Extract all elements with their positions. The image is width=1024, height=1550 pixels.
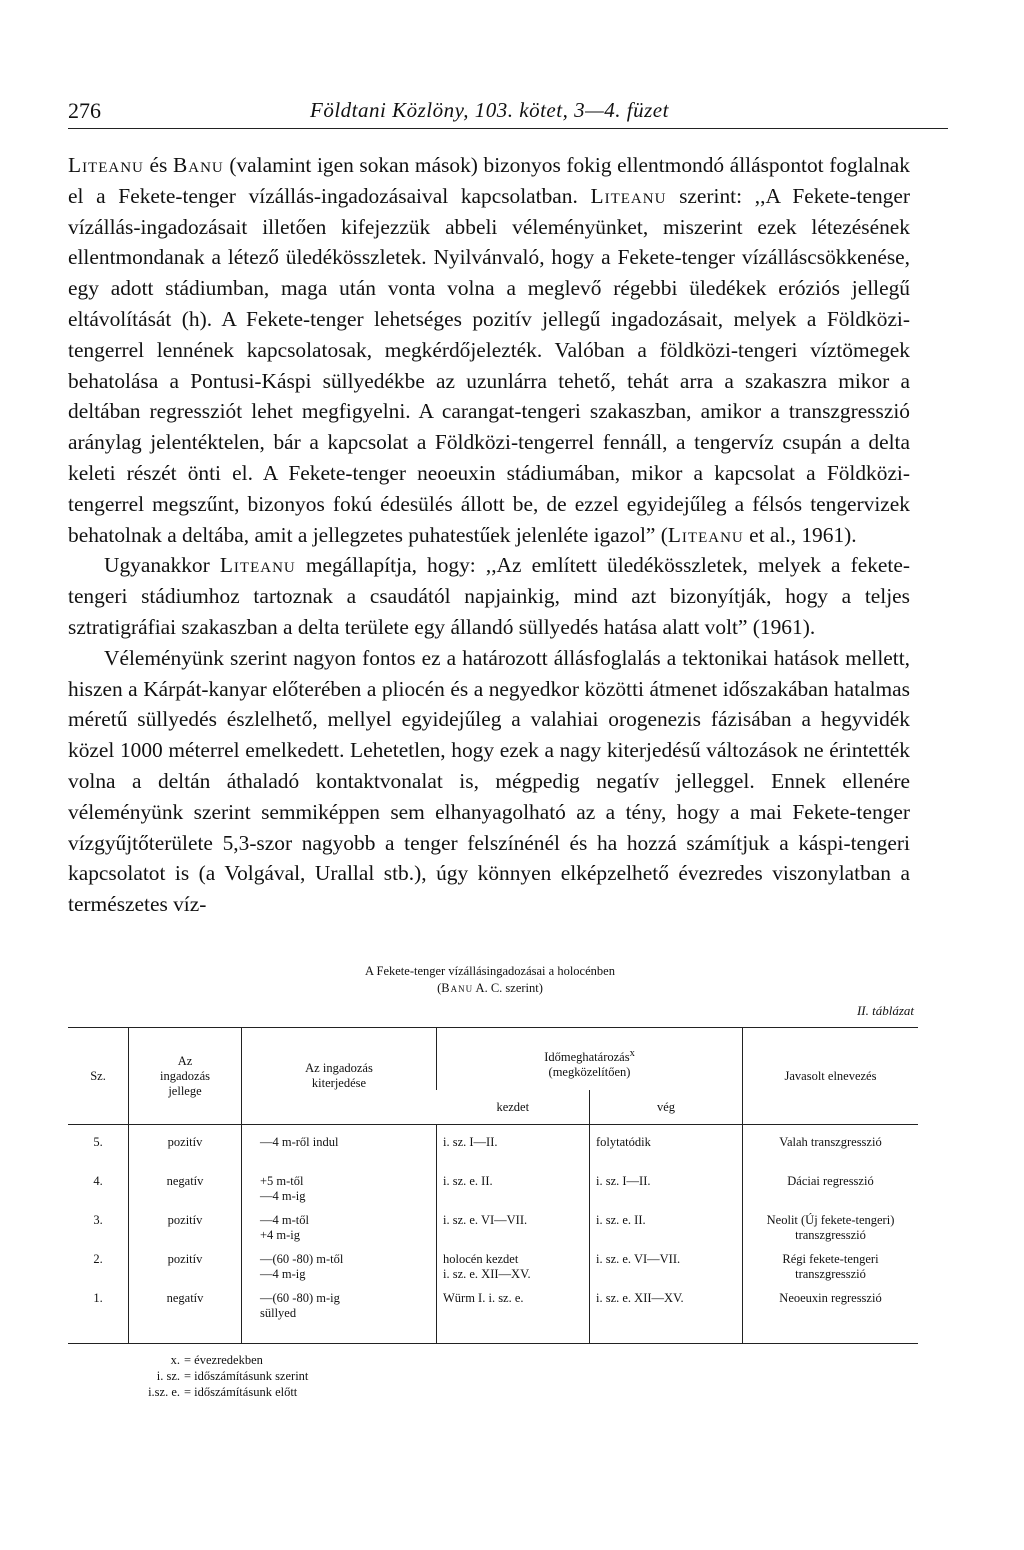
legend-desc: = időszámításunk előtt [184, 1385, 298, 1399]
legend-abbr: x. [170, 1353, 180, 1367]
table-row [68, 1213, 918, 1252]
table-row [68, 1291, 918, 1344]
author-name: Liteanu [667, 522, 744, 547]
text-run: et al., 1961). [743, 522, 857, 547]
author-name: Liteanu [68, 153, 144, 177]
body-text [68, 150, 910, 920]
cell-line: transzgresszió [795, 1267, 866, 1281]
cell-range [242, 1213, 437, 1252]
cell-range [242, 1252, 437, 1291]
header-line: jellege [168, 1083, 202, 1098]
cell-nr: 3. [93, 1213, 103, 1227]
cell-line: süllyed [260, 1306, 297, 1320]
header-line: (megközelítően) [548, 1065, 631, 1080]
cell-line: —4 m-ig [260, 1267, 306, 1281]
table-row [68, 1125, 918, 1175]
header-nr: Sz. [90, 1068, 106, 1083]
cell-line: —4 m-ről indul [260, 1135, 339, 1149]
paragraph-1 [68, 150, 910, 550]
cell-nr: 1. [68, 1291, 129, 1344]
cell-end: i. sz. e. II. [590, 1213, 743, 1252]
legend-desc: = évezredekben [184, 1353, 263, 1367]
cell-type: pozitív [129, 1213, 242, 1252]
header-name: Javasolt elnevezés [743, 1028, 919, 1125]
text-run: Ugyanakkor [104, 553, 220, 578]
cell-line: Würm I. i. sz. e. [443, 1291, 524, 1305]
cell-end: i. sz. I—II. [590, 1174, 743, 1213]
text-run: szerint: ,,A Fekete-tenger vízállás-ingadozásait illetően kifejezzük abbeli véleményünket, miszerint ezek létezésének ellentmondanak a létező üledékösszletek. Nyilvánvaló, hogy a Fekete-tenger vízálláscsökkenése, egy adott stádiumban, maga után vonta volna a meglevő régebbi üledékek eróziós jellegű eltávolítását (h). A Fekete-tenger lehetséges pozitív jellegű ingadozásait, melyek a Földközi-tengerrel lennének kapcsolatosak, megkérdőjelezték. Valóban a földközi-tengeri víztömegek behatolása a Pontusi-Káspi süllyedékbe az uzunlárra tehető, tehát arra a szakaszra mikor a deltában regressziót lehet megfigyelni. A carangat-tengeri szakaszban, amikor a transzgresszió aránylag jelentéktelen, bár a kapcsolat a Földközi-tengerrel fennáll, a tengervíz csupán a delta keleti részét önti el. A Fekete-tenger neoeuxin stádiumában, mikor a kapcsolat a Földközi-tengerrel megszűnt, bizonyos fokú édesülés állott be, de ezzel egyidejűleg a félsós tengervizek behatolnak a deltába, amit a jellegzetes puhatestűek jelenléte igazol” ( [68, 183, 910, 547]
cell-line: Neoeuxin regresszió [779, 1291, 882, 1305]
table-label: II. táblázat [856, 1003, 914, 1018]
table-title-line: A Fekete-tenger vízállásingadozásai a holocénben [365, 964, 615, 978]
header-line [443, 1048, 736, 1065]
legend-item [135, 1384, 308, 1400]
cell-line: i. sz. e. VI—VII. [443, 1213, 528, 1227]
cell-name [743, 1252, 919, 1291]
cell-nr: 2. [93, 1252, 103, 1266]
legend-item [135, 1368, 308, 1384]
cell-end: folytatódik [590, 1125, 743, 1175]
cell-nr: 5. [93, 1135, 103, 1149]
running-header [68, 98, 948, 129]
table-title [220, 963, 760, 997]
text-run: ( [437, 981, 442, 995]
table-row [68, 1174, 918, 1213]
cell-line: transzgresszió [795, 1228, 866, 1242]
author-name: Banu [441, 981, 474, 995]
cell-start [437, 1252, 590, 1291]
cell-end: i. sz. e. VI—VII. [590, 1252, 743, 1291]
cell-line: i. sz. e. XII—XV. [443, 1267, 531, 1281]
text-run: A. C. szerint) [473, 981, 543, 995]
cell-line: i. sz. I—II. [443, 1135, 498, 1149]
legend-abbr: i.sz. e. [148, 1385, 180, 1399]
legend-item [135, 1352, 308, 1368]
page-number: 276 [68, 98, 101, 123]
legend-desc: = időszámításunk szerint [184, 1369, 309, 1383]
cell-line: —(60 -80) m-ig [260, 1291, 340, 1305]
header-line: Az ingadozás [305, 1061, 373, 1075]
cell-start [437, 1174, 590, 1213]
cell-range [242, 1125, 437, 1175]
header-end: vég [590, 1090, 743, 1125]
table-title-source [220, 980, 760, 997]
cell-range [242, 1174, 437, 1213]
cell-type: negatív [129, 1174, 242, 1213]
cell-name [743, 1213, 919, 1252]
header-line: Az [177, 1053, 193, 1068]
cell-line: —4 m-ig [260, 1189, 306, 1203]
cell-name [743, 1291, 919, 1344]
cell-type: negatív [129, 1291, 242, 1344]
header-dating [437, 1028, 743, 1091]
cell-nr: 4. [93, 1174, 103, 1188]
cell-line: i. sz. e. II. [443, 1174, 493, 1188]
header-type [129, 1028, 242, 1125]
paragraph-3: Véleményünk szerint nagyon fontos ez a határozott állásfoglalás a tektonikai hatások mellett, hiszen a Kárpát-kanyar előterében a pliocén és a negyedkor közötti átmenet időszakában hatalmas méretű süllyedés észlelhető, mellyel egyidejűleg a valahiai orogenezis fázisában a hegyvidék közel 1000 méterrel emelkedett. Lehetetlen, hogy ezek a nagy kiterjedésű változások ne érintették volna a deltán áthaladó kontaktvonalat is, mégpedig negatív jelleggel. Ennek ellenére véleményünk szerint semmiképpen sem elhanyagolható az a tény, hogy a mai Fekete-tenger vízgyűjtőterülete 5,3-szor nagyobb a tenger felszínénél és ha hozzá számítjuk a káspi-tengeri kapcsolatot is (a Volgával, Urallal stb.), úgy könnyen elképzelhető évezredes viszonylatban a természetes víz- [68, 645, 910, 917]
cell-start [437, 1125, 590, 1175]
cell-line: +5 m-től [260, 1174, 304, 1188]
cell-line: Régi fekete-tengeri [782, 1252, 879, 1266]
cell-line: +4 m-ig [260, 1228, 301, 1242]
footnote-mark: x [629, 1047, 635, 1059]
cell-start [437, 1213, 590, 1252]
cell-end: i. sz. e. XII—XV. [590, 1291, 743, 1344]
cell-range [242, 1291, 437, 1344]
cell-type: pozitív [129, 1125, 242, 1175]
cell-line: —(60 -80) m-től [260, 1252, 344, 1266]
header-range [242, 1028, 437, 1125]
author-name: Liteanu [219, 553, 296, 578]
author-name: Banu [172, 153, 224, 177]
header-start: kezdet [496, 1099, 530, 1114]
paragraph-2 [68, 550, 910, 642]
header-line: kiterjedése [311, 1076, 367, 1090]
header-line: ingadozás [160, 1068, 210, 1083]
cell-start [437, 1291, 590, 1344]
table-row [68, 1252, 918, 1291]
data-table [68, 1027, 918, 1344]
table-legend [135, 1352, 308, 1400]
cell-line: holocén kezdet [443, 1252, 519, 1266]
cell-name [743, 1174, 919, 1213]
text-run: Időmeghatározás [544, 1050, 630, 1065]
text-run: és [143, 153, 173, 177]
cell-line: Dáciai regresszió [787, 1174, 874, 1188]
running-title: Földtani Közlöny, 103. kötet, 3—4. füzet [310, 98, 669, 122]
author-name: Liteanu [590, 183, 667, 208]
cell-line: —4 m-től [260, 1213, 309, 1227]
cell-line: Neolit (Új fekete-tengeri) [766, 1213, 895, 1227]
text-run: (valamint igen sokan mások) bizonyos fokig ellentmondó álláspontot foglalnak el a Fekete-tenger vízállás-ingadozásaival kapcsolatban. [68, 153, 910, 208]
legend-abbr: i. sz. [156, 1369, 180, 1383]
text-run: megállapítja, hogy: ,,Az említett üledékösszletek, melyek a fekete-tengeri stádiumhoz tartoznak a csaudától napjainkig, mind azt bizonyítják, hogy a teljes sztratigráfiai szakaszban a delta területe egy állandó süllyedés hatása alatt volt” (1961). [68, 553, 910, 639]
cell-type: pozitív [129, 1252, 242, 1291]
cell-line: Valah transzgresszió [779, 1135, 882, 1149]
cell-name [743, 1125, 919, 1175]
